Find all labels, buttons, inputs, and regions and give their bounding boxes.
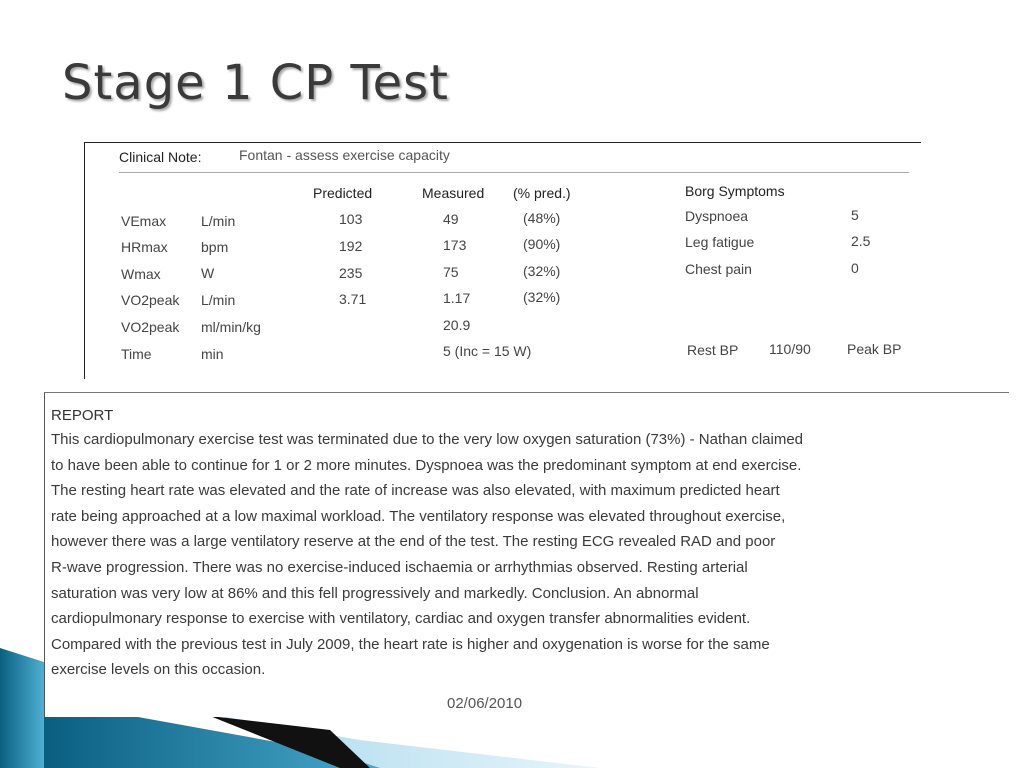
header-measured: Measured	[422, 185, 485, 201]
report-line: This cardiopulmonary exercise test was terminated due to the very low oxygen saturation (73%) - Nathan claimed	[51, 431, 804, 448]
report-line: saturation was very low at 86% and this fell progressively and markedly. Conclusion. An abnormal	[51, 584, 699, 602]
param-unit: L/min	[201, 292, 236, 308]
borg-score: 5	[851, 207, 859, 223]
peak-bp-label: Peak BP	[847, 341, 902, 357]
measured-value: 5 (Inc = 15 W)	[443, 343, 532, 359]
report-body	[51, 427, 803, 683]
predicted-value: 235	[339, 265, 363, 281]
header-predicted: Predicted	[313, 185, 373, 201]
measured-value: 1.17	[443, 290, 471, 306]
pct-pred-value: (48%)	[523, 210, 561, 226]
borg-symptom: Chest pain	[685, 261, 752, 277]
predicted-value: 3.71	[339, 291, 367, 307]
report-line: exercise levels on this occasion.	[51, 661, 266, 679]
report-date: 02/06/2010	[447, 695, 523, 712]
borg-symptom: Leg fatigue	[685, 234, 755, 250]
report-line: Compared with the previous test in July 2009, the heart rate is higher and oxygenation is worse for the same	[51, 635, 770, 653]
borg-score: 0	[851, 260, 859, 276]
slide-title: Stage 1 CP Test	[62, 55, 449, 111]
results-panel	[84, 142, 921, 379]
param-name: VO2peak	[121, 292, 180, 308]
param-name: VO2peak	[121, 319, 180, 335]
report-line: to have been able to continue for 1 or 2 more minutes. Dyspnoea was the predominant symptom at end exercise.	[51, 456, 802, 474]
report-line: R-wave progression. There was no exercise-induced ischaemia or arrhythmias observed. Resting arterial	[51, 558, 748, 576]
borg-symptom: Dyspnoea	[685, 208, 749, 224]
param-unit: min	[201, 346, 224, 362]
clinical-note-label: Clinical Note:	[119, 149, 202, 165]
predicted-value: 192	[339, 238, 363, 254]
report-line: cardiopulmonary response to exercise with ventilatory, cardiac and oxygen transfer abnormalities evident.	[51, 610, 751, 628]
divider	[119, 172, 909, 173]
param-unit: W	[201, 265, 215, 281]
predicted-value: 103	[339, 211, 363, 227]
param-unit: ml/min/kg	[201, 319, 261, 335]
clinical-note-value: Fontan - assess exercise capacity	[239, 147, 450, 163]
param-name: VEmax	[121, 213, 167, 229]
param-name: HRmax	[121, 239, 168, 255]
report-line: however there was a large ventilatory reserve at the end of the test. The resting ECG revealed RAD and poor	[51, 533, 776, 551]
header-borg: Borg Symptoms	[685, 183, 785, 199]
report-line: The resting heart rate was elevated and the rate of increase was also elevated, with maximum predicted heart	[51, 482, 780, 500]
pct-pred-value: (32%)	[523, 263, 561, 279]
rest-bp-label: Rest BP	[687, 342, 739, 358]
param-name: Wmax	[121, 266, 161, 282]
measured-value: 75	[443, 264, 459, 280]
measured-value: 173	[443, 237, 467, 253]
report-heading: REPORT	[51, 407, 114, 424]
borg-score: 2.5	[851, 233, 871, 249]
pct-pred-value: (90%)	[523, 236, 561, 252]
measured-value: 49	[443, 211, 459, 227]
report-panel	[44, 392, 1009, 717]
header-pct-pred: (% pred.)	[513, 185, 571, 201]
measured-value: 20.9	[443, 317, 471, 333]
pct-pred-value: (32%)	[523, 289, 561, 305]
param-name: Time	[121, 346, 152, 362]
report-line: rate being approached at a low maximal workload. The ventilatory response was elevated throughout exercise,	[51, 507, 786, 525]
param-unit: bpm	[201, 239, 229, 255]
rest-bp-value: 110/90	[769, 341, 811, 357]
param-unit: L/min	[201, 213, 236, 229]
